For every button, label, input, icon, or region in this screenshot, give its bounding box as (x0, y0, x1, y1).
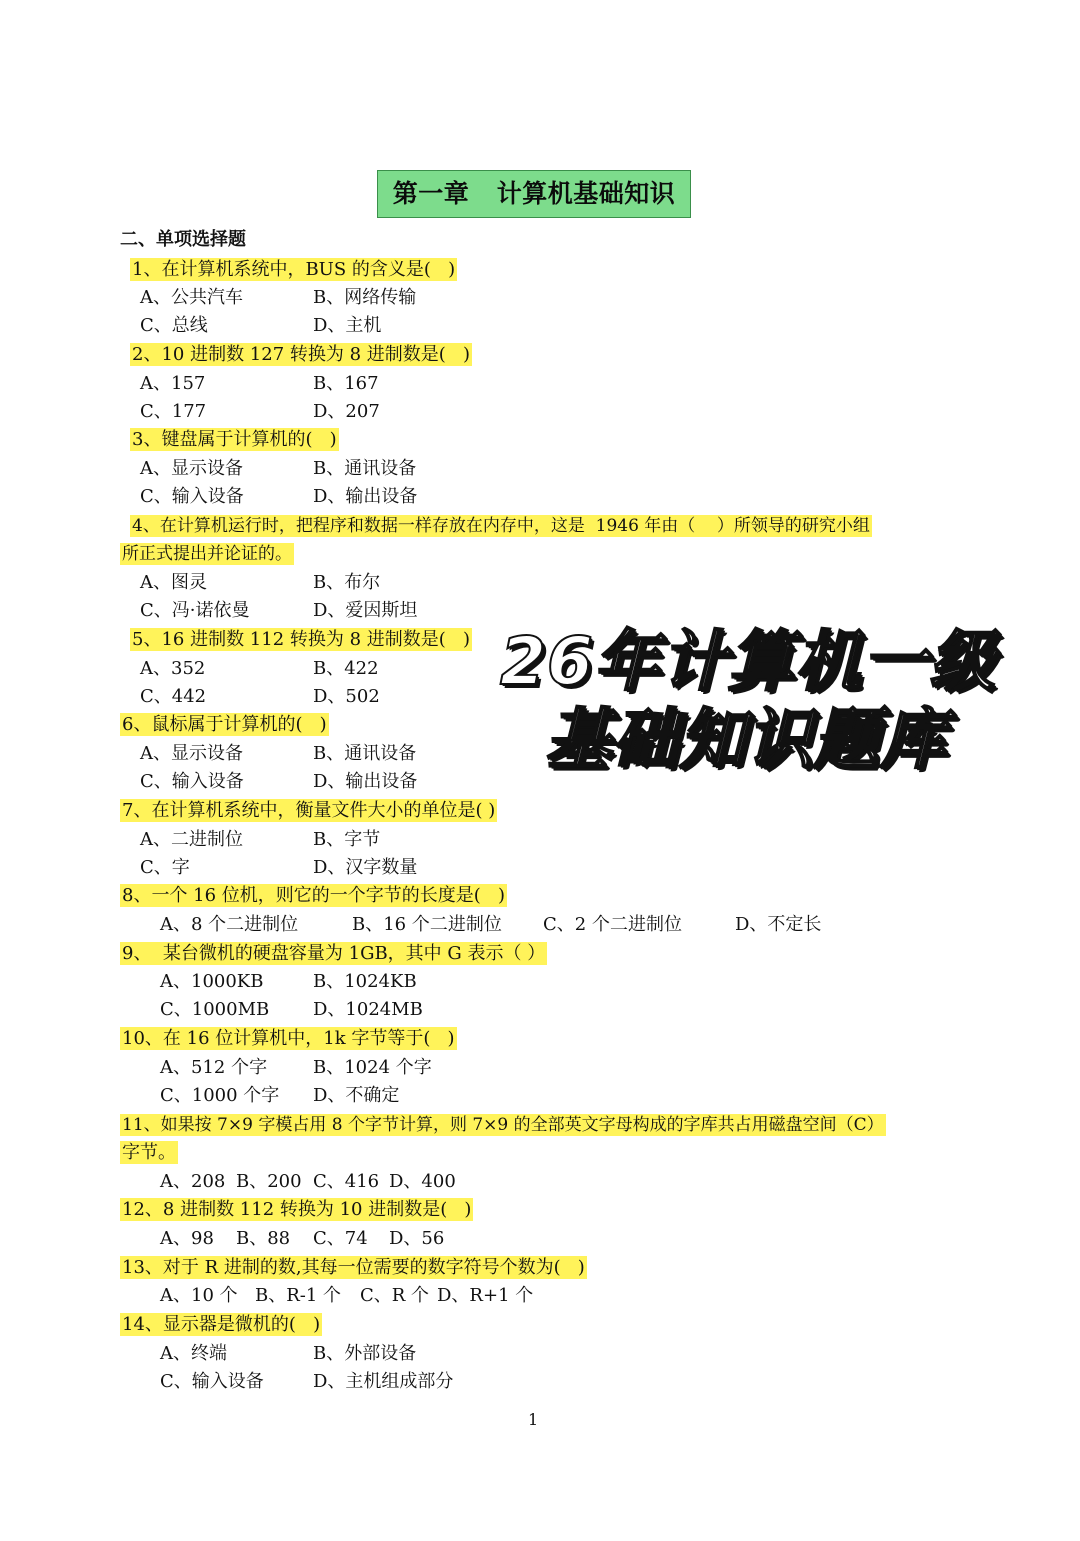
overlay-title-line2: 基础知识题库 (545, 701, 947, 778)
overlay-title-line1: 26年计算机一级 (500, 623, 996, 700)
question-13: 13、对于 R 进制的数,其每一位需要的数字符号个数为( ) (122, 1257, 585, 1278)
question-7: 7、在计算机系统中，衡量文件大小的单位是( ) (122, 800, 496, 821)
question-11-cont: 字节。 (122, 1142, 176, 1163)
option: B、200 (236, 1171, 302, 1192)
option: C、1000 个字 (160, 1085, 280, 1106)
option: A、1000KB (160, 971, 264, 992)
option: D、汉字数量 (313, 857, 418, 878)
question-5: 5、16 进制数 112 转换为 8 进制数是( ) (132, 629, 470, 650)
option: A、二进制位 (140, 829, 243, 850)
option: C、输入设备 (160, 1371, 264, 1392)
option: A、98 (160, 1228, 214, 1249)
option: A、显示设备 (140, 458, 243, 479)
option: C、总线 (140, 315, 208, 336)
option: A、10 个 (160, 1285, 238, 1306)
option: C、输入设备 (140, 486, 244, 507)
option: B、通讯设备 (313, 458, 417, 479)
option: C、416 (313, 1171, 380, 1192)
option: B、16 个二进制位 (352, 914, 502, 935)
option: C、442 (140, 686, 207, 707)
option: C、177 (140, 401, 207, 422)
option: D、主机 (313, 315, 382, 336)
option: C、1000MB (160, 999, 270, 1020)
chapter-title: 第一章 计算机基础知识 (377, 170, 691, 218)
question-11: 11、如果按 7×9 字模占用 8 个字节计算，则 7×9 的全部英文字母构成的字库共占用磁盘空间（C） (122, 1115, 884, 1135)
option: B、布尔 (313, 572, 381, 593)
question-2: 2、10 进制数 127 转换为 8 进制数是( ) (132, 344, 470, 365)
option: D、输出设备 (313, 486, 418, 507)
question-9: 9、 某台微机的硬盘容量为 1GB，其中 G 表示（ ） (122, 943, 546, 964)
option: A、终端 (160, 1343, 227, 1364)
option: A、352 (140, 658, 206, 679)
option: A、8 个二进制位 (160, 914, 299, 935)
option: A、图灵 (140, 572, 207, 593)
option: B、422 (313, 658, 379, 679)
option: C、字 (140, 857, 190, 878)
question-12: 12、8 进制数 112 转换为 10 进制数是( ) (122, 1199, 472, 1220)
option: B、1024 个字 (313, 1057, 432, 1078)
option: B、通讯设备 (313, 743, 417, 764)
option: A、157 (140, 373, 206, 394)
option: B、网络传输 (313, 287, 417, 308)
option: D、不定长 (735, 914, 822, 935)
question-1: 1、在计算机系统中，BUS 的含义是( ) (132, 259, 456, 280)
option: C、R 个 (360, 1285, 430, 1306)
option: D、R+1 个 (437, 1285, 534, 1306)
question-6: 6、鼠标属于计算机的( ) (122, 714, 327, 735)
page-number: 1 (528, 1410, 539, 1429)
section-title: 二、单项选择题 (120, 229, 246, 250)
option: B、167 (313, 373, 379, 394)
option: A、208 (160, 1171, 226, 1192)
option: B、字节 (313, 829, 381, 850)
option: A、公共汽车 (140, 287, 243, 308)
option: A、512 个字 (160, 1057, 268, 1078)
option: D、56 (389, 1228, 445, 1249)
question-10: 10、在 16 位计算机中，1k 字节等于( ) (122, 1028, 455, 1049)
option: C、冯·诺依曼 (140, 600, 250, 621)
question-3: 3、键盘属于计算机的( ) (132, 429, 337, 450)
option: D、400 (389, 1171, 456, 1192)
option: B、外部设备 (313, 1343, 417, 1364)
option: D、1024MB (313, 999, 423, 1020)
option: A、显示设备 (140, 743, 243, 764)
question-14: 14、显示器是微机的( ) (122, 1314, 321, 1335)
option: D、207 (313, 401, 380, 422)
question-8: 8、一个 16 位机，则它的一个字节的长度是( ) (122, 885, 506, 906)
option: B、R-1 个 (255, 1285, 342, 1306)
option: D、不确定 (313, 1085, 400, 1106)
question-4: 4、在计算机运行时，把程序和数据一样存放在内存中，这是 1946 年由（ ）所领导的研究小组 (132, 516, 870, 536)
option: C、2 个二进制位 (543, 914, 682, 935)
option: D、502 (313, 686, 380, 707)
option: C、输入设备 (140, 771, 244, 792)
question-4-cont: 所正式提出并论证的。 (122, 544, 292, 564)
option: D、输出设备 (313, 771, 418, 792)
option: D、主机组成部分 (313, 1371, 454, 1392)
option: B、88 (236, 1228, 291, 1249)
option: C、74 (313, 1228, 368, 1249)
option: D、爱因斯坦 (313, 600, 418, 621)
option: B、1024KB (313, 971, 417, 992)
